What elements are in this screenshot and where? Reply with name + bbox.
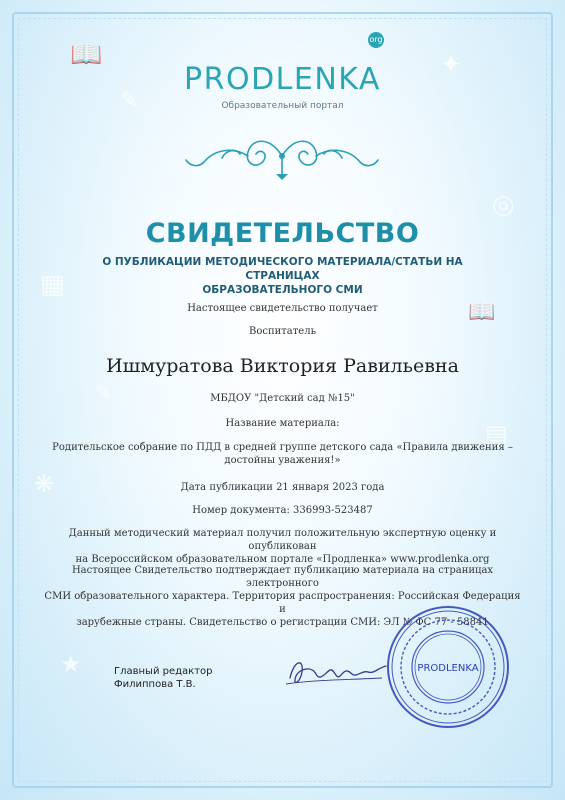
receives-text: Настоящее свидетельство получает: [187, 303, 378, 314]
logo-text: PRODLENKA: [184, 62, 381, 97]
globe-icon: ◎: [492, 190, 515, 220]
logo-subtitle: Образовательный портал: [221, 101, 344, 111]
material-title-line: Родительское собрание по ПДД в средней группе детского сада «Правила движения –: [52, 442, 513, 453]
confirm-line: зарубежные страны. Свидетельство о регистрации СМИ: ЭЛ № ФС 77 - 58841: [76, 617, 489, 628]
certificate-title: СВИДЕТЕЛЬСТВО: [145, 218, 420, 249]
ruler-icon: ▤: [485, 420, 508, 448]
organization-text: МБДОУ "Детский сад №15": [210, 393, 355, 404]
clip-icon: ★: [60, 650, 82, 678]
editor-role: Главный редактор: [114, 666, 213, 677]
official-stamp: [383, 602, 513, 732]
subtitle-line: О ПУБЛИКАЦИИ МЕТОДИЧЕСКОГО МАТЕРИАЛА/СТАТЬИ НА СТРАНИЦАХ: [102, 256, 463, 282]
atom-icon: ❋: [34, 470, 55, 498]
subtitle-line: ОБРАЗОВАТЕЛЬНОГО СМИ: [202, 284, 363, 296]
material-label: Название материала:: [225, 418, 340, 429]
pencil-icon: ✎: [95, 380, 112, 404]
material-title: [40, 441, 525, 467]
material-title-line: достойны уважения!»: [224, 455, 341, 466]
confirm-line: СМИ образовательного характера. Территория распространения: Российская Федерация и: [44, 591, 521, 615]
book-icon: 📖: [70, 40, 103, 70]
lightbulb-icon: ✦: [440, 50, 462, 80]
position-text: Воспитатель: [248, 326, 317, 337]
recipient-name: Ишмуратова Виктория Равильевна: [106, 355, 459, 377]
certificate-subtitle: [70, 255, 495, 297]
stamp-center-text: PRODLENKA: [417, 663, 479, 674]
logo-domain-badge: org: [368, 32, 384, 48]
book-icon: 📖: [468, 300, 496, 325]
logo: [0, 62, 565, 97]
document-number: Номер документа: 336993-523487: [192, 505, 373, 516]
confirm-line: Настоящее Свидетельство подтверждает публикацию материала на страницах электронного: [71, 565, 494, 589]
ornament-flourish: [182, 128, 382, 184]
editor-name: Филиппова Т.В.: [114, 679, 196, 690]
signature: [282, 650, 392, 695]
editor-block: [114, 665, 213, 691]
review-line: Данный методический материал получил положительную экспертную оценку и опубликован: [68, 528, 497, 552]
calculator-icon: ▦: [40, 270, 65, 300]
publication-date: Дата публикации 21 января 2023 года: [180, 482, 385, 493]
pencil-icon: ✎: [120, 88, 139, 113]
review-text: [40, 527, 525, 566]
review-line: на Всероссийском образовательном портале «Продленка» www.prodlenka.org: [75, 554, 490, 565]
